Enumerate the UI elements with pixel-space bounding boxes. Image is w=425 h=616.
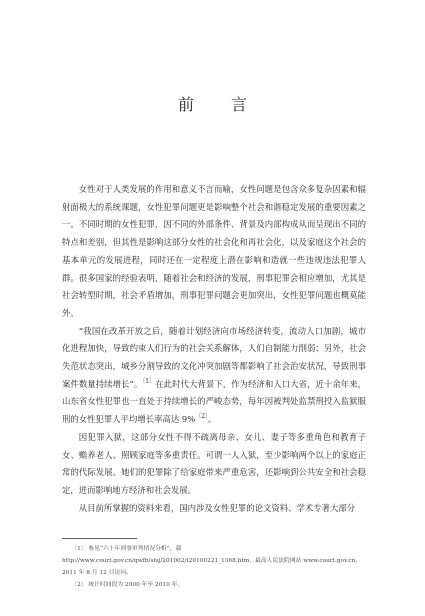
- footnote-2: 〔2〕 统计时间段为 2000 年至 2010 年。: [71, 582, 184, 588]
- paragraph-2-text: “我国在改革开放之后，随着计划经济向市场经济转变，流动人口加剧，城市化进程加快，导致约束人们行为的社会关系解体，人们自制能力削弱；另外，社会失范状态突出，城乡分割导致的文化冲突加剧等都影响了社会治安状况，导致刑事案件数量持续增长”。: [62, 325, 366, 389]
- footnotes: [62, 543, 366, 591]
- footnote-ref-2[interactable]: 〔2〕: [195, 413, 209, 421]
- page-title: 前 言: [177, 95, 264, 114]
- paragraph-3: 因犯罪入狱，这部分女性不得不疏离母亲、女儿、妻子等多重角色和教育子女、赡养老人、照顾家庭等多重责任。可谓一人入狱，至少影响两个以上的家庭正常的代际发展。她们的犯罪除了给家庭带来严重危害，还影响到公共安全和社会稳定，进而影响地方经济和社会发展。: [62, 431, 366, 495]
- footnote-ref-1[interactable]: 〔1〕: [142, 377, 156, 385]
- paragraph-2-continuation: 在此时代大背景下，作为经济和人口大省，近十余年来，山东省女性犯罪也一直处于持续增长的严峻态势，每年因被判处监禁刑投入监狱服刑的女性犯罪人平均增长率高达 9%: [62, 378, 366, 425]
- paragraph-2: “我国在改革开放之后，随着计划经济向市场经济转变，流动人口加剧，城市化进程加快，导致约束人们行为的社会关系解体，人们自制能力削弱；另外，社会失范状态突出，城乡分割导致的文化冲突加剧等都影响了社会治安状况，导致刑事案件数量持续增长”。$^{〔1〕}$在此时代大背景下，作为经济和人口大省，近十余年来，山东省女性犯罪也一直处于持续增长的严峻态势，每年因被判处监禁刑投入监狱服刑的女性犯罪人平均增长率高达 9%$^{〔2〕}$。: [62, 325, 366, 425]
- body-text: [62, 181, 366, 517]
- footnote-divider: [62, 538, 137, 539]
- footnote-1: 〔1〕 参见“六十年刑事审判情况分析”，载 http://www.court.gov.cn/qwfb/sfsj/201002/t20100221_1368.htm，最高人民法院网站 www.court.gov.cn，2011 年 8 月 12 日访问。: [62, 546, 362, 576]
- paragraph-4: 从目前所掌握的资料来看，国内涉及女性犯罪的论文资料、学术专著大部分: [78, 502, 356, 513]
- paragraph-1: 女性对于人类发展的作用和意义不言而喻，女性问题是包含众多复杂因素和辐射面极大的系统课题，女性犯罪问题更是影响整个社会和谐稳定发展的重要因素之一。不同时期的女性犯罪，因不同的外部条件、背景及内部构成从而呈现出不同的特点和差别，但其性是影响这部分女性的社会化和再社会化，以及家庭这个社会的基本单元的发展进程，同时还在一定程度上潜在影响和造就一些违规违法犯罪人群。很多国家的经验表明，随着社会和经济的发展，刑事犯罪会相应增加，尤其是社会转型时期，社会矛盾增加，刑事犯罪问题会更加突出，女性犯罪问题也概莫能外。: [62, 184, 366, 318]
